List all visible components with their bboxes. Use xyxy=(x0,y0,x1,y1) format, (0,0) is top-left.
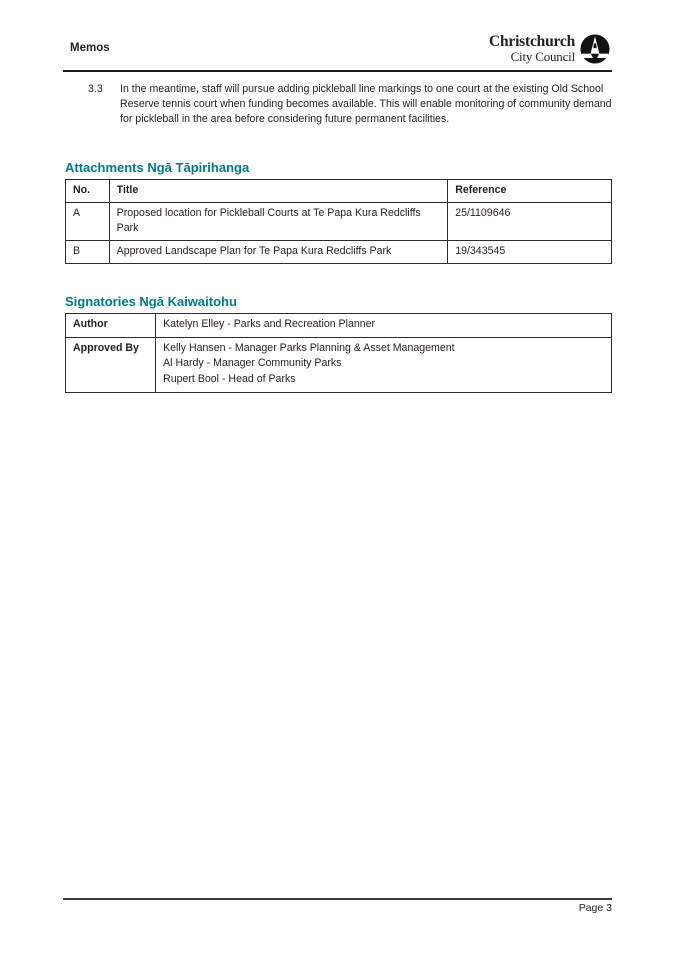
council-logo-icon xyxy=(580,34,610,64)
column-header-title: Title xyxy=(109,180,448,203)
page-header xyxy=(63,0,612,72)
logo-line1: Christchurch xyxy=(488,33,575,51)
page-number: Page 3 xyxy=(578,902,612,914)
attachment-title: Approved Landscape Plan for Te Papa Kura Redcliffs Park xyxy=(109,241,448,264)
attachments-header-row xyxy=(66,180,612,203)
council-logo xyxy=(489,34,610,64)
page-title: Memos xyxy=(70,42,110,54)
document-content xyxy=(65,82,612,393)
clause-number: 3.3 xyxy=(88,83,103,95)
signatory-name: Al Hardy - Manager Community Parks xyxy=(163,357,342,369)
signatories-table xyxy=(65,313,612,393)
attachment-reference: 25/1109646 xyxy=(448,203,612,241)
table-row xyxy=(66,241,612,264)
table-row xyxy=(66,337,612,393)
logo-line2: City Council xyxy=(510,49,575,65)
signatory-names xyxy=(156,314,612,338)
attachments-heading: Attachments Ngā Tāpirihanga xyxy=(65,160,250,175)
signatory-name: Rupert Bool - Head of Parks xyxy=(163,372,296,385)
clause-3-3 xyxy=(65,82,612,127)
signatory-role-label: Approved By xyxy=(66,337,156,393)
page-footer xyxy=(63,898,612,914)
attachment-reference: 19/343545 xyxy=(448,241,612,264)
attachment-no: B xyxy=(66,241,110,264)
attachments-table xyxy=(65,179,612,264)
signatory-name: Katelyn Elley - Parks and Recreation Planner xyxy=(163,318,376,330)
council-logo-text xyxy=(489,34,575,63)
signatory-names xyxy=(156,337,612,393)
signatories-heading: Signatories Ngā Kaiwaitohu xyxy=(65,294,237,309)
column-header-no: No. xyxy=(66,180,110,203)
signatory-name: Kelly Hansen - Manager Parks Planning & Asset Management xyxy=(163,341,455,354)
table-row xyxy=(66,203,612,241)
signatory-role-label: Author xyxy=(66,314,156,338)
clause-text: In the meantime, staff will pursue adding pickleball line markings to one court at the existing Old School Reserve tennis court when funding becomes available. This will enable monitoring of community demand for pickleball in the area before considering future permanent facilities. xyxy=(120,83,612,125)
column-header-reference: Reference xyxy=(448,180,612,203)
table-row xyxy=(66,314,612,338)
attachment-title: Proposed location for Pickleball Courts at Te Papa Kura Redcliffs Park xyxy=(109,203,448,241)
attachment-no: A xyxy=(66,203,110,241)
